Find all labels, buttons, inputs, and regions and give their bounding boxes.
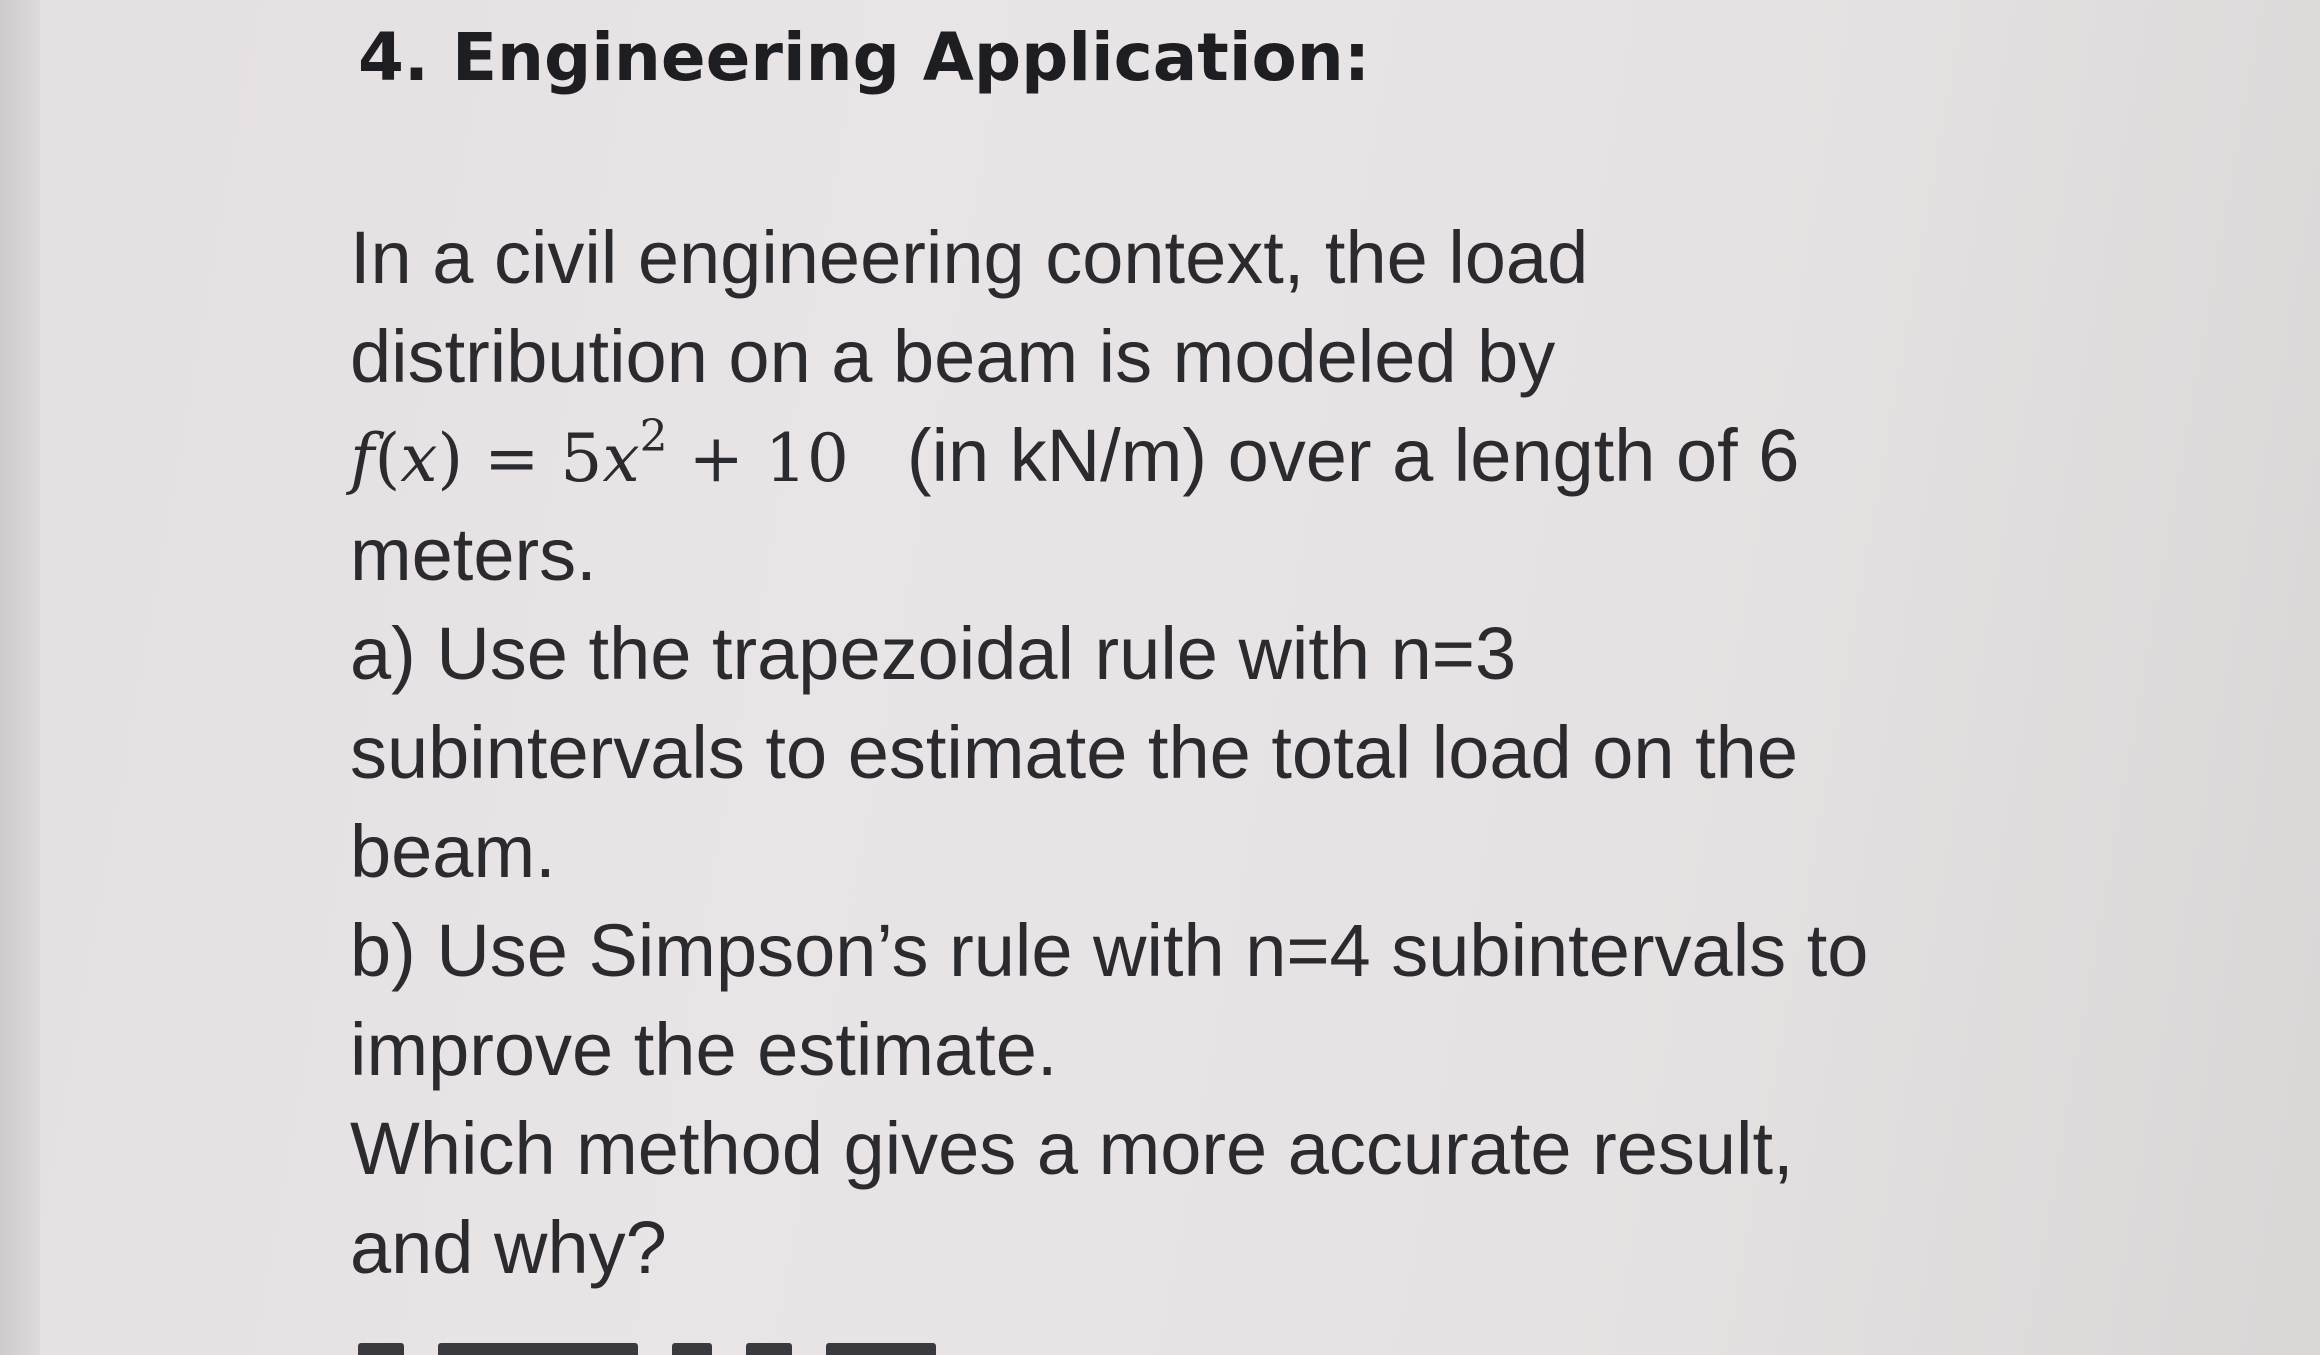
part-b-text: improve the estimate. (350, 1008, 1058, 1091)
formula-line (350, 406, 1868, 505)
text-line: In a civil engineering context, the load (350, 216, 1589, 299)
text-line: (in kN/m) over a length of 6 (906, 414, 1800, 497)
section-heading: 4. Engineering Application: (358, 19, 1371, 96)
question-text: Which method gives a more accurate result, (350, 1107, 1794, 1190)
page-margin (0, 0, 40, 1355)
part-a-text: a) Use the trapezoidal rule with n=3 (350, 612, 1517, 695)
document-page (40, 0, 2320, 1355)
part-a-text: subintervals to estimate the total load on the (350, 711, 1798, 794)
problem-text (350, 208, 1868, 1297)
question-text: and why? (350, 1206, 667, 1289)
cut-off-next-heading (358, 1336, 1078, 1355)
load-function-formula: $f(x) = 5x^2 + 10$ (350, 411, 849, 497)
text-line: distribution on a beam is modeled by (350, 315, 1556, 398)
part-a-text: beam. (350, 810, 556, 893)
part-b-text: b) Use Simpson’s rule with n=4 subintervals to (350, 909, 1869, 992)
text-line: meters. (350, 513, 597, 596)
